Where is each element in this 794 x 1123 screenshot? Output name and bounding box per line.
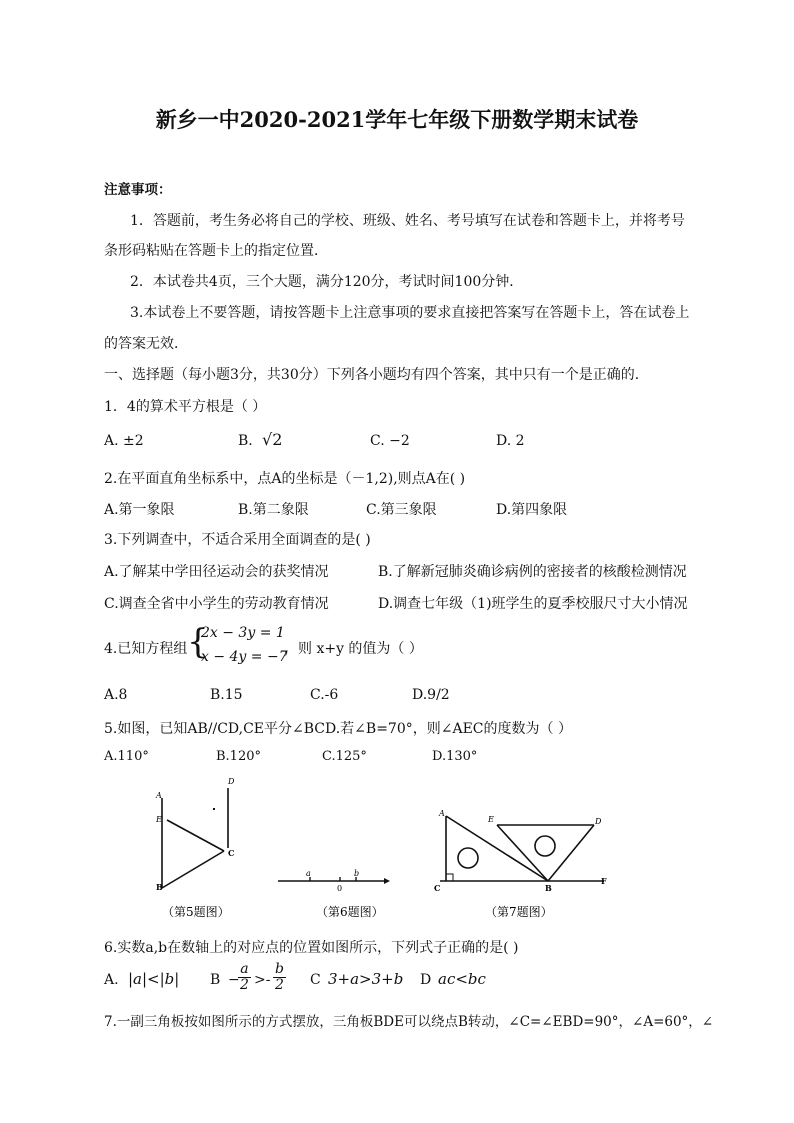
frac-numerator: b — [275, 961, 284, 977]
notice-item: 3.本试卷上不要答题，请按答题卡上注意事项的要求直接把答案写在答题卡上，答在试卷上 — [130, 305, 690, 321]
fig5-label: E — [156, 815, 162, 824]
figure-5 — [162, 788, 228, 888]
fig6-caption: （第6题图） — [316, 905, 384, 919]
q5-option-c: C.125° — [322, 749, 367, 764]
q6-option-a-expr: |a|<|b| — [128, 970, 180, 988]
q6-option-c-expr: 3+a>3+b — [328, 970, 404, 988]
fig5-label: A — [156, 791, 162, 800]
q6-option-b-minus: − — [228, 972, 240, 988]
fig7-caption: （第7题图） — [485, 905, 553, 919]
fig5-label: C — [228, 848, 235, 858]
q1-option-d: D. 2 — [496, 433, 525, 449]
fig7-line-db — [548, 825, 594, 881]
fig6-label-b: b — [354, 869, 360, 878]
notice-item: 条形码粘贴在答题卡上的指定位置． — [104, 243, 328, 259]
notice-item: 1．答题前，考生务必将自己的学校、班级、姓名、考号填写在试卷和答题卡上，并将考号 — [130, 213, 685, 229]
q5-option-a: A.110° — [104, 749, 149, 764]
q4-option-d: D.9/2 — [412, 687, 450, 703]
equation-2: x − 4y = −7 — [201, 649, 288, 665]
q2-option-a: A.第一象限 — [104, 502, 175, 518]
fig5-caption: （第5题图） — [162, 905, 230, 919]
question-3-stem: 3.下列调查中，不适合采用全面调查的是( ) — [104, 532, 371, 548]
equation-1: 2x − 3y = 1 — [201, 625, 285, 641]
notice-item: 的答案无效． — [104, 336, 188, 352]
fig6-label-zero: 0 — [337, 884, 343, 893]
question-4-prefix: 4.已知方程组 — [104, 641, 188, 657]
figures-area — [140, 770, 620, 930]
notice-heading: 注意事项： — [104, 182, 172, 198]
question-5-stem: 5.如图，已知AB//CD,CE平分∠BCD.若∠B=70°，则∠AEC的度数为（ ） — [104, 721, 572, 737]
q2-option-d: D.第四象限 — [496, 502, 568, 518]
page-title: 新乡一中2020-2021学年七年级下册数学期末试卷 — [155, 107, 639, 132]
question-2-stem: 2.在平面直角坐标系中，点A的坐标是（－1,2),则点A在( ) — [104, 471, 466, 487]
q3-option-c: C.调查全省中小学生的劳动教育情况 — [104, 596, 329, 612]
q1-option-b-value: √2 — [262, 430, 283, 449]
q6-option-d-expr: ac<bc — [438, 970, 486, 988]
frac-denominator: 2 — [275, 977, 284, 993]
fig7-circle — [458, 848, 478, 868]
fig7-label: D — [595, 817, 602, 826]
section-heading: 一、选择题（每小题3分，共30分）下列各小题均有四个答案，其中只有一个是正确的． — [104, 367, 649, 383]
q1-option-c: C. −2 — [370, 433, 410, 449]
fig7-label: A — [439, 809, 445, 818]
fig5-line-bc — [162, 851, 224, 888]
q4-option-c: C.-6 — [310, 687, 339, 703]
q2-option-c: C.第三象限 — [366, 502, 437, 518]
frac-denominator: 2 — [240, 977, 249, 993]
question-6-stem: 6.实数a,b在数轴上的对应点的位置如图所示，下列式子正确的是( ) — [104, 940, 519, 956]
q6-option-a-label: A. — [104, 972, 119, 988]
q5-option-b: B.120° — [216, 749, 261, 764]
q2-option-b: B.第二象限 — [238, 502, 309, 518]
q3-option-d: D.调查七年级（1)班学生的夏季校服尺寸大小情况 — [378, 596, 688, 612]
q1-option-b-label: B. — [238, 433, 253, 449]
fig6-label-a: a — [306, 869, 311, 878]
q5-option-d: D.130° — [432, 749, 478, 764]
q6-option-b-frac2 — [273, 962, 286, 993]
q4-option-a: A.8 — [104, 687, 128, 703]
question-1-stem: 1．4的算术平方根是（ ） — [104, 399, 267, 415]
fig5-line-ec — [167, 820, 224, 851]
q3-option-a: A.了解某中学田径运动会的获奖情况 — [104, 564, 329, 580]
question-7-stem: 7.一副三角板按如图所示的方式摆放，三角板BDE可以绕点B转动，∠C=∠EBD=90°，∠A=60°，∠ — [104, 1014, 714, 1030]
frac-numerator: a — [238, 962, 251, 978]
q4-option-b: B.15 — [210, 687, 243, 703]
figure-7 — [440, 816, 604, 881]
fig5-label: B — [156, 882, 163, 892]
q3-option-b: B.了解新冠肺炎确诊病例的密接者的核酸检测情况 — [378, 564, 687, 580]
fig7-label: C — [434, 883, 441, 893]
question-4-suffix: ，则 x+y 的值为（ ） — [284, 641, 423, 657]
figure-6 — [278, 877, 390, 884]
fig7-label: F — [601, 876, 607, 886]
equation-brace: { — [187, 622, 209, 662]
fig7-circle — [535, 836, 555, 856]
q6-option-b-label: B — [210, 972, 221, 988]
fig7-label: E — [488, 815, 494, 824]
fig7-label: B — [545, 883, 552, 893]
q6-option-b-rel: >- — [254, 972, 271, 988]
q6-option-d-label: D — [420, 972, 432, 988]
q6-option-c-label: C — [310, 972, 321, 988]
fig6-arrow-icon — [384, 878, 390, 884]
notice-item: 2．本试卷共4页，三个大题，满分120分，考试时间100分钟． — [130, 274, 524, 290]
q1-option-a: A. ±2 — [104, 433, 144, 449]
q6-option-b-frac1 — [238, 962, 251, 993]
fig5-label: D — [228, 777, 235, 786]
